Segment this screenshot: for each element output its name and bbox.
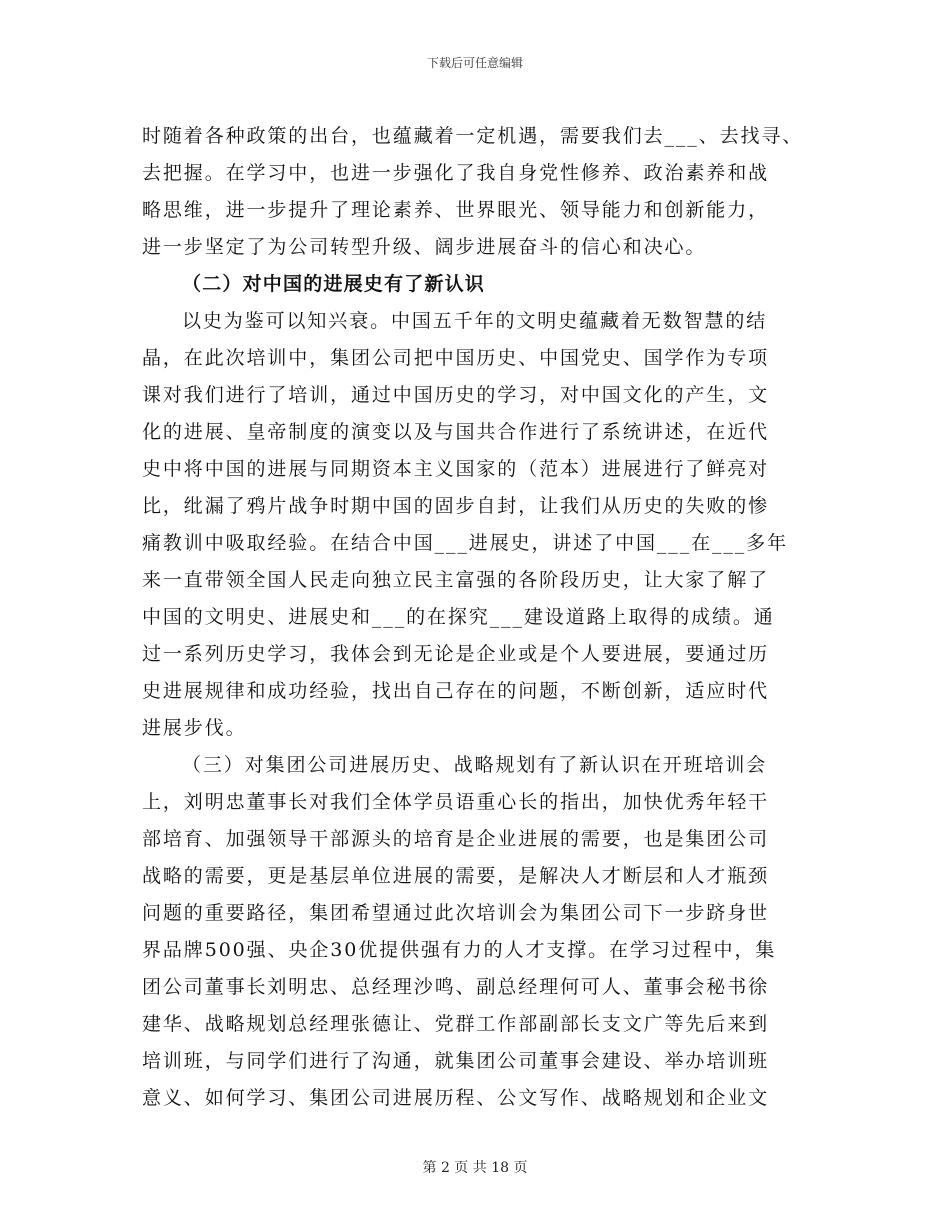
- paragraph-line: 培训班，与同学们进行了沟通，就集团公司董事会建设、举办培训班: [142, 1050, 770, 1072]
- paragraph-line: 比，纰漏了鸦片战争时期中国的固步自封，让我们从历史的失败的惨: [142, 495, 770, 517]
- paragraph-line: 意义、如何学习、集团公司进展历程、公文写作、战略规划和企业文: [142, 1087, 770, 1109]
- paragraph-line: 战略的需要，更是基层单位进展的需要，是解决人才断层和人才瓶颈: [142, 865, 770, 887]
- paragraph-line: 课对我们进行了培训，通过中国历史的学习，对中国文化的产生，文: [142, 384, 770, 406]
- paragraph-line: 部培育、加强领导干部源头的培育是企业进展的需要，也是集团公司: [142, 828, 770, 850]
- paragraph-line: 以史为鉴可以知兴衰。中国五千年的文明史蕴藏着无数智慧的结: [182, 310, 768, 332]
- paragraph-line: 问题的重要路径，集团希望通过此次培训会为集团公司下一步跻身世: [142, 902, 770, 924]
- paragraph-line: 去把握。在学习中，也进一步强化了我自身党性修养、政治素养和战: [142, 162, 770, 184]
- paragraph-line: 过一系列历史学习，我体会到无论是企业或是个人要进展，要通过历: [142, 643, 770, 665]
- paragraph-line: 建华、战略规划总经理张德让、党群工作部副部长支文广等先后来到: [142, 1013, 770, 1035]
- paragraph-line: 中国的文明史、进展史和___的在探究___建设道路上取得的成绩。通: [142, 606, 775, 628]
- paragraph-line: 史中将中国的进展与同期资本主义国家的（范本）进展进行了鲜亮对: [142, 458, 770, 480]
- paragraph-line: 晶，在此次培训中，集团公司把中国历史、中国党史、国学作为专项: [142, 347, 770, 369]
- paragraph-line: 痛教训中吸取经验。在结合中国___进展史，讲述了中国___在___多年: [142, 532, 789, 554]
- paragraph-line: 史进展规律和成功经验，找出自己存在的问题，不断创新，适应时代: [142, 680, 770, 702]
- document-body: [142, 118, 810, 1117]
- paragraph-line: （三）对集团公司进展历史、战略规划有了新认识在开班培训会: [182, 754, 768, 776]
- paragraph-line: 团公司董事长刘明忠、总经理沙鸣、副总经理何可人、董事会秘书徐: [142, 976, 770, 998]
- page-footer: 第 2 页 共 18 页: [422, 1160, 528, 1176]
- paragraph-line: 来一直带领全国人民走向独立民主富强的各阶段历史，让大家了解了: [142, 569, 770, 591]
- paragraph-line: 进一步坚定了为公司转型升级、阔步进展奋斗的信心和决心。: [142, 236, 707, 258]
- page-header: 下载后可任意编辑: [426, 56, 523, 70]
- paragraph-line: 化的进展、皇帝制度的演变以及与国共合作进行了系统讲述，在近代: [142, 421, 770, 443]
- paragraph-line: 界品牌500强、央企30优提供强有力的人才支撑。在学习过程中，集: [142, 939, 777, 961]
- paragraph-line: 时随着各种政策的出台，也蕴藏着一定机遇，需要我们去___、去找寻、: [142, 125, 804, 147]
- paragraph-line: 略思维，进一步提升了理论素养、世界眼光、领导能力和创新能力，: [142, 199, 770, 221]
- section-heading: （二）对中国的进展史有了新认识: [182, 273, 486, 295]
- paragraph-line: 上，刘明忠董事长对我们全体学员语重心长的指出，加快优秀年轻干: [142, 791, 770, 813]
- paragraph-line: 进展步伐。: [142, 717, 247, 739]
